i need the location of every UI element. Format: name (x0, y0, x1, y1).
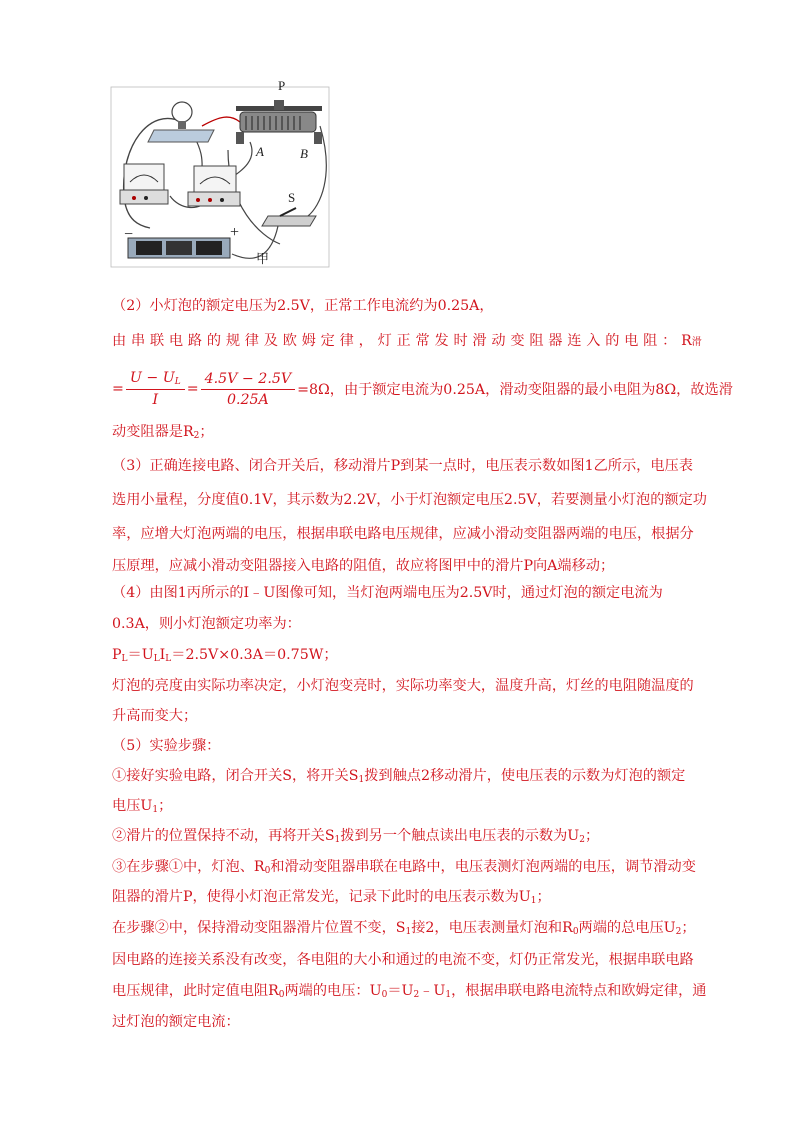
line-2-char: 串 (130, 333, 146, 349)
text-line-17: ②滑片的位置保持不动，再将开关$S_1$拨到另一个触点读出电压表的示数为$U_2$； (112, 828, 600, 845)
line-2-char: 姆 (301, 333, 316, 349)
text-line-5: （3）正确连接电路、闭合开关后，移动滑片P到某一点时，电压表示数如图1乙所示，电压表 (112, 458, 693, 474)
line-2-subscript: 滑 (691, 337, 702, 348)
fraction-2-numerator: 4.5V − 2.5V (201, 371, 296, 390)
battery-minus-label: − (124, 226, 134, 243)
line-2-char: 由 (112, 333, 127, 349)
line-2-char: 欧 (282, 333, 297, 349)
fraction-1-denominator: I (152, 392, 159, 408)
fraction-1 (126, 370, 185, 408)
text-line-7: 率，应增大灯泡两端的电压，根据串联电路电压规律，应减小滑动变阻器两端的电压，根据分 (112, 526, 694, 542)
text-line-1: （2）小灯泡的额定电压为2.5V，正常工作电流约为0.25A， (112, 298, 494, 314)
fraction-2 (201, 371, 296, 408)
text-line-12: 灯泡的亮度由实际功率决定，小灯泡变亮时，实际功率变大，温度升高，灯丝的电阻随温度的 (112, 678, 694, 694)
text-line-23: 过灯泡的额定电流： (112, 1014, 240, 1030)
line-2-char: 律 (244, 333, 259, 349)
text-line-6: 选用小量程，分度值0.1V，其示数为2.2V，小于灯泡额定电压2.5V，若要测量小灯泡的额定功 (112, 492, 707, 508)
line-2-char: 律 (339, 333, 354, 349)
formula-tail: =8Ω，由于额定电流为0.25A，滑动变阻器的最小电阻为8Ω，故选滑 (297, 382, 733, 398)
line-2-char: 正 (396, 333, 411, 349)
line-2-char: 阻 (529, 333, 544, 349)
terminal-label-b: B (300, 146, 308, 161)
text-line-18: ③在步骤①中，灯泡、$R_0$和滑动变阻器串联在电路中，电压表测灯泡两端的电压，调节滑动变 (112, 859, 696, 876)
text-line-15: ①接好实验电路，闭合开关S，将开关$S_1$拨到触点2移动滑片，使电压表的示数为灯泡的额定 (112, 768, 686, 785)
resistance-formula (112, 366, 733, 412)
text-line-21: 因电路的连接关系没有改变，各电阻的大小和通过的电流不变，灯仍正常发光，根据串联电路 (112, 952, 694, 968)
slider-label-p: P (278, 78, 286, 93)
line-2-char: 连 (567, 333, 582, 349)
switch-label-s: S (288, 190, 296, 205)
line-2-char: 联 (149, 333, 165, 349)
battery-plus-label: + (230, 224, 240, 241)
figure-caption: 甲 (256, 251, 270, 266)
line-2-char: 发 (434, 333, 449, 349)
circuit-figure (110, 78, 330, 268)
line-2-char: 常 (415, 333, 430, 349)
line-2-char: 灯 (377, 333, 392, 349)
line-2-char: ： (662, 333, 677, 349)
fraction-1-numerator: $U - U_L$ (126, 370, 185, 390)
power-equation: $P_L=U_LI_L=2.5V\times 0.3A=0.75W$； (112, 647, 338, 664)
line-2-char: 滑 (472, 333, 487, 349)
text-line-10: 0.3A，则小灯泡额定功率为： (112, 616, 301, 632)
formula-equals: = (112, 381, 124, 397)
text-line-13: 升高而变大； (112, 708, 198, 724)
line-2-char: 电 (168, 333, 184, 349)
fraction-2-denominator: 0.25A (226, 391, 269, 408)
line-2-char: 器 (548, 333, 563, 349)
line-2-char: 阻 (643, 333, 658, 349)
line-2-char: 动 (491, 333, 506, 349)
text-line-4: 动变阻器是$R_2$； (112, 424, 214, 441)
text-line-22: 电压规律，此时定值电阻$R_0$两端的电压：$U_0=U_2﹣U_1$，根据串联电路电流特点和欧姆定律，通 (112, 983, 707, 1000)
line-2-char: 时 (453, 333, 468, 349)
line-2-char: 入 (586, 333, 601, 349)
text-line-2 (112, 331, 702, 353)
line-2-char: ， (358, 333, 373, 349)
line-2-char: 及 (263, 333, 278, 349)
line-2-char: 规 (225, 333, 241, 349)
text-line-14: （5）实验步骤： (112, 738, 221, 754)
line-2-char: 的 (206, 333, 222, 349)
line-2-char: 变 (510, 333, 525, 349)
circuit-diagram (110, 86, 330, 268)
formula-equals-2: = (186, 381, 199, 397)
line-2-char: R滑 (681, 333, 702, 349)
terminal-label-a: A (256, 144, 264, 159)
text-line-19: 阻器的滑片P，使得小灯泡正常发光，记录下此时的电压表示数为$U_1$； (112, 889, 551, 906)
line-2-char: 的 (605, 333, 620, 349)
line-2-char: 电 (624, 333, 639, 349)
text-line-16: 电压$U_1$； (112, 798, 173, 815)
line-2-char: 路 (187, 333, 203, 349)
text-line-8: 压原理，应减小滑动变阻器接入电路的阻值，故应将图甲中的滑片P向A端移动； (112, 558, 615, 574)
line-2-char: 定 (320, 333, 335, 349)
text-line-20: 在步骤②中，保持滑动变阻器滑片位置不变，$S_1$接2，电压表测量灯泡和$R_0$两端的总电压$U_2$； (112, 920, 696, 937)
text-line-9: （4）由图1丙所示的I﹣U图像可知，当灯泡两端电压为2.5V时，通过灯泡的额定电流为 (112, 585, 663, 601)
